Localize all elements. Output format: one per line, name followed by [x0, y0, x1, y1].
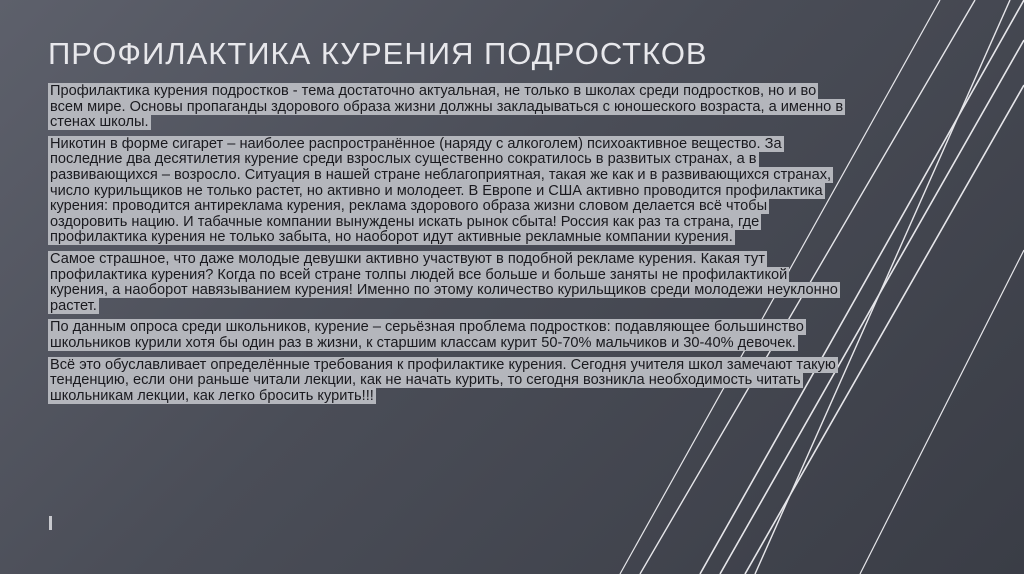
- paragraph-1-text: Профилактика курения подростков - тема достаточно актуальная, не только в школах среди подростков, но и во всем мире. Основы пропаганды здорового образа жизни должны закладываться с юношеского возраста, а именно в стенах школы.: [50, 83, 844, 131]
- slide-body: [48, 84, 848, 410]
- paragraph-1: [48, 84, 848, 131]
- text-cursor: [49, 516, 52, 530]
- paragraph-5-text: Всё это обуславливает определённые требования к профилактике курения. Сегодня учителя школ замечают такую тенденцию, если они раньше читали лекции, как не начать курить, то сегодня возникла необходимость читать школьникам лекции, как легко бросить курить!!!: [50, 356, 836, 404]
- paragraph-4-text: По данным опроса среди школьников, курение – серьёзная проблема подростков: подавляющее большинство школьников курили хотя бы один раз в жизни, к старшим классам курит 50-70% мальчиков и 30-40% девочек.: [50, 319, 804, 351]
- slide-title: ПРОФИЛАКТИКА КУРЕНИЯ ПОДРОСТКОВ: [48, 36, 708, 71]
- paragraph-3-text: Самое страшное, что даже молодые девушки активно участвуют в подобной рекламе курения. Какая тут профилактика курения? Когда по всей стране толпы людей все больше и больше заняты не профилактикой курения, а наоборот навязыванием курения! Именно по этому количество курильщиков среди молодежи неуклонно растет.: [50, 250, 838, 314]
- paragraph-5: [48, 358, 848, 405]
- paragraph-2-text: Никотин в форме сигарет – наиболее распространённое (наряду с алкоголем) психоактивное вещество. За последние два десятилетия курение среди взрослых существенно сократилось в развитых странах, а в развивающихся – возросло. Ситуация в нашей стране неблагоприятная, такая же как и в развивающихся странах, число курильщиков не только растет, но активно и молодеет. В Европе и США активно проводится профилактика курения: проводится антиреклама курения, реклама здорового образа жизни словом делается всё чтобы оздоровить нацию. И табачные компании вынуждены искать рынок сбыта! Россия как раз та страна, где профилактика курения не только забыта, но наоборот идут активные рекламные компании курения.: [50, 135, 832, 246]
- paragraph-3: [48, 252, 848, 314]
- paragraph-4: [48, 320, 848, 351]
- paragraph-2: [48, 137, 848, 246]
